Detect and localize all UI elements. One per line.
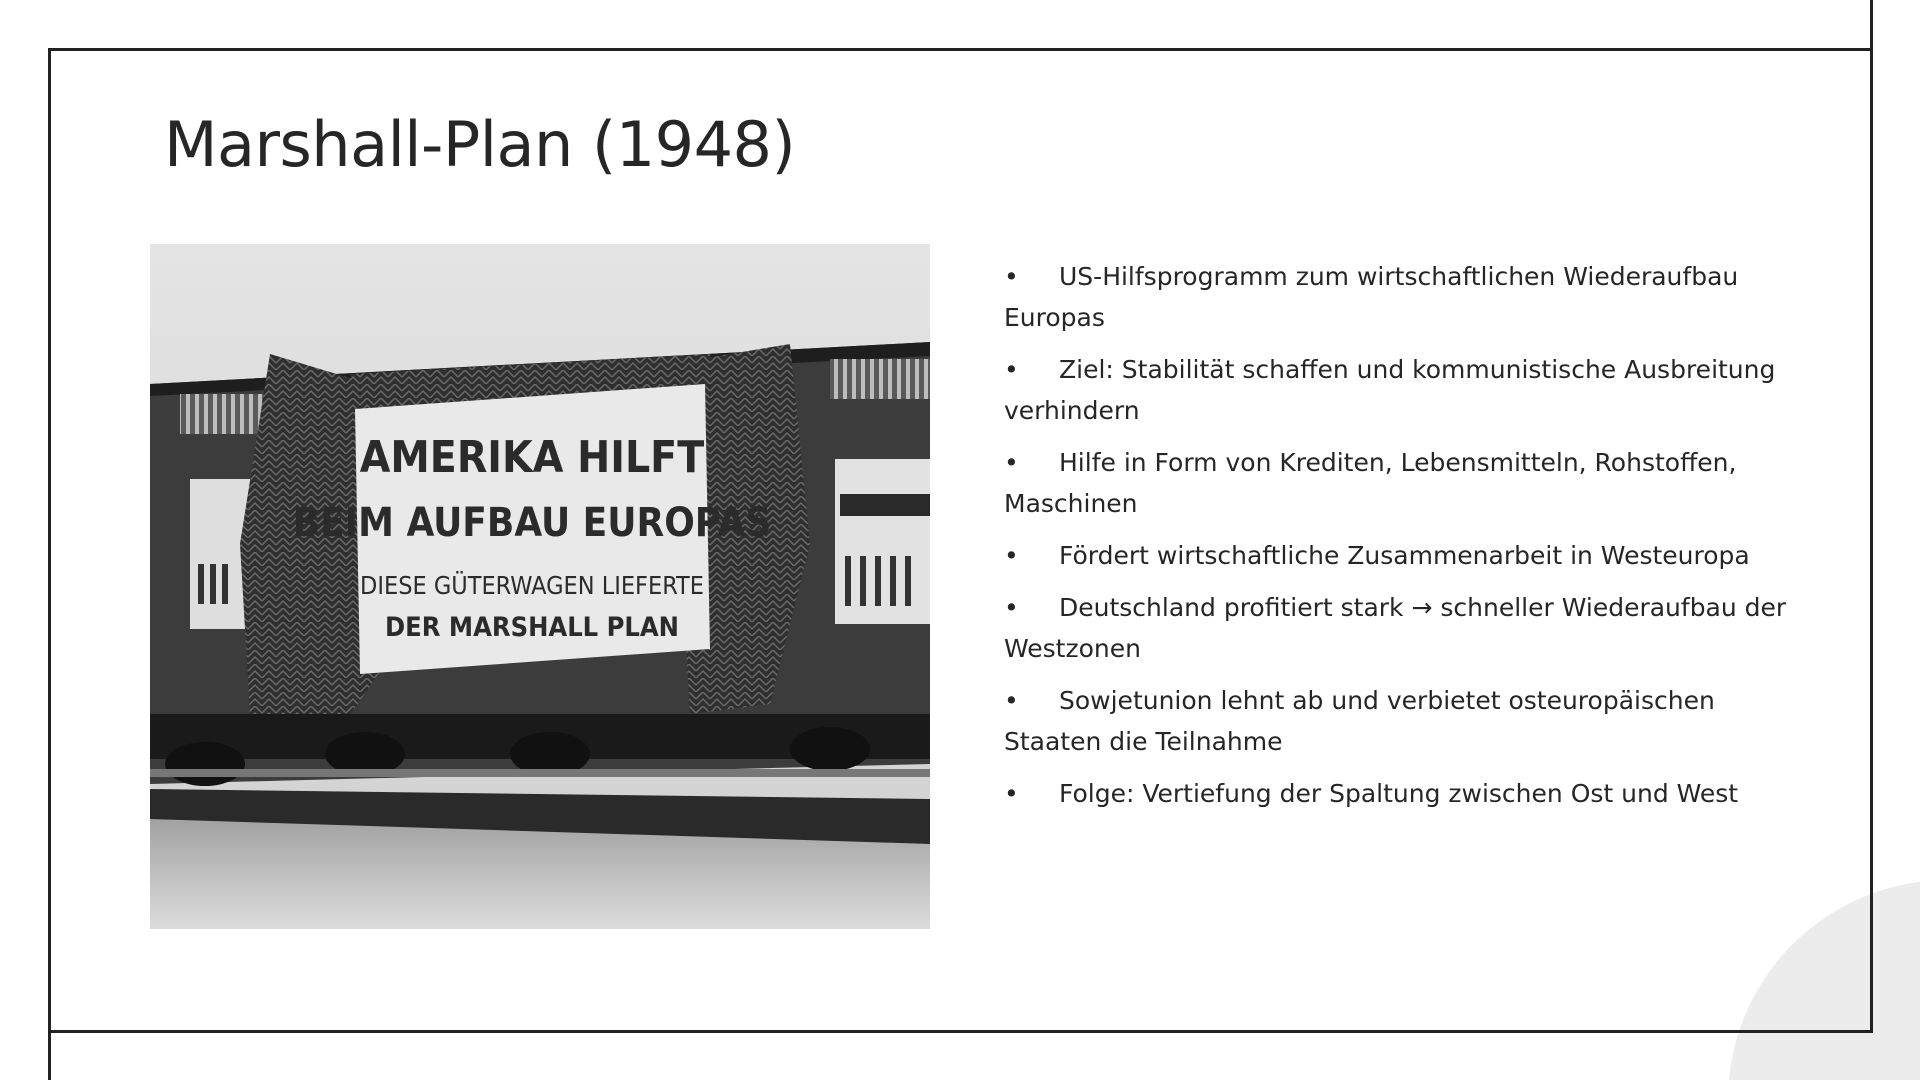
bullet-item (1004, 349, 1804, 431)
bullet-marker: • (1004, 355, 1019, 384)
bullet-item (1004, 773, 1804, 814)
decorative-circle (1728, 880, 1920, 1080)
sign-line-4: DER MARSHALL PLAN (384, 612, 680, 643)
bullet-item (1004, 256, 1804, 338)
bullet-marker: • (1004, 262, 1019, 291)
frame-line-right (1870, 0, 1873, 1033)
bullet-text: US-Hilfsprogramm zum wirtschaftlichen Wiederaufbau Europas (1004, 262, 1739, 332)
frame-line-bottom (48, 1030, 1873, 1033)
freight-car-photo (150, 244, 930, 929)
bullet-marker: • (1004, 779, 1019, 808)
frame-line-top (48, 48, 1873, 51)
bullet-text: Deutschland profitiert stark → schneller Wiederaufbau der Westzonen (1004, 593, 1787, 663)
bullet-item (1004, 442, 1804, 524)
slide-title: Marshall-Plan (1948) (164, 108, 796, 181)
sign-line-1: AMERIKA HILFT (359, 432, 705, 483)
bullet-marker: • (1004, 686, 1019, 715)
bullet-list (1004, 256, 1804, 825)
sign-line-2: BEIM AUFBAU EUROPAS (292, 500, 772, 546)
bullet-marker: • (1004, 448, 1019, 477)
bullet-text: Folge: Vertiefung der Spaltung zwischen Ost und West (1059, 779, 1739, 808)
bullet-item (1004, 680, 1804, 762)
bullet-text: Sowjetunion lehnt ab und verbietet osteuropäischen Staaten die Teilnahme (1004, 686, 1715, 756)
bullet-marker: • (1004, 541, 1019, 570)
bullet-item (1004, 587, 1804, 669)
bullet-item (1004, 535, 1804, 576)
bullet-text: Fördert wirtschaftliche Zusammenarbeit in Westeuropa (1059, 541, 1750, 570)
sign-line-3: DIESE GÜTERWAGEN LIEFERTE (360, 571, 704, 600)
frame-line-left (48, 48, 51, 1080)
bullet-text: Ziel: Stabilität schaffen und kommunistische Ausbreitung verhindern (1004, 355, 1776, 425)
bullet-text: Hilfe in Form von Krediten, Lebensmitteln, Rohstoffen, Maschinen (1004, 448, 1737, 518)
bullet-marker: • (1004, 593, 1019, 622)
